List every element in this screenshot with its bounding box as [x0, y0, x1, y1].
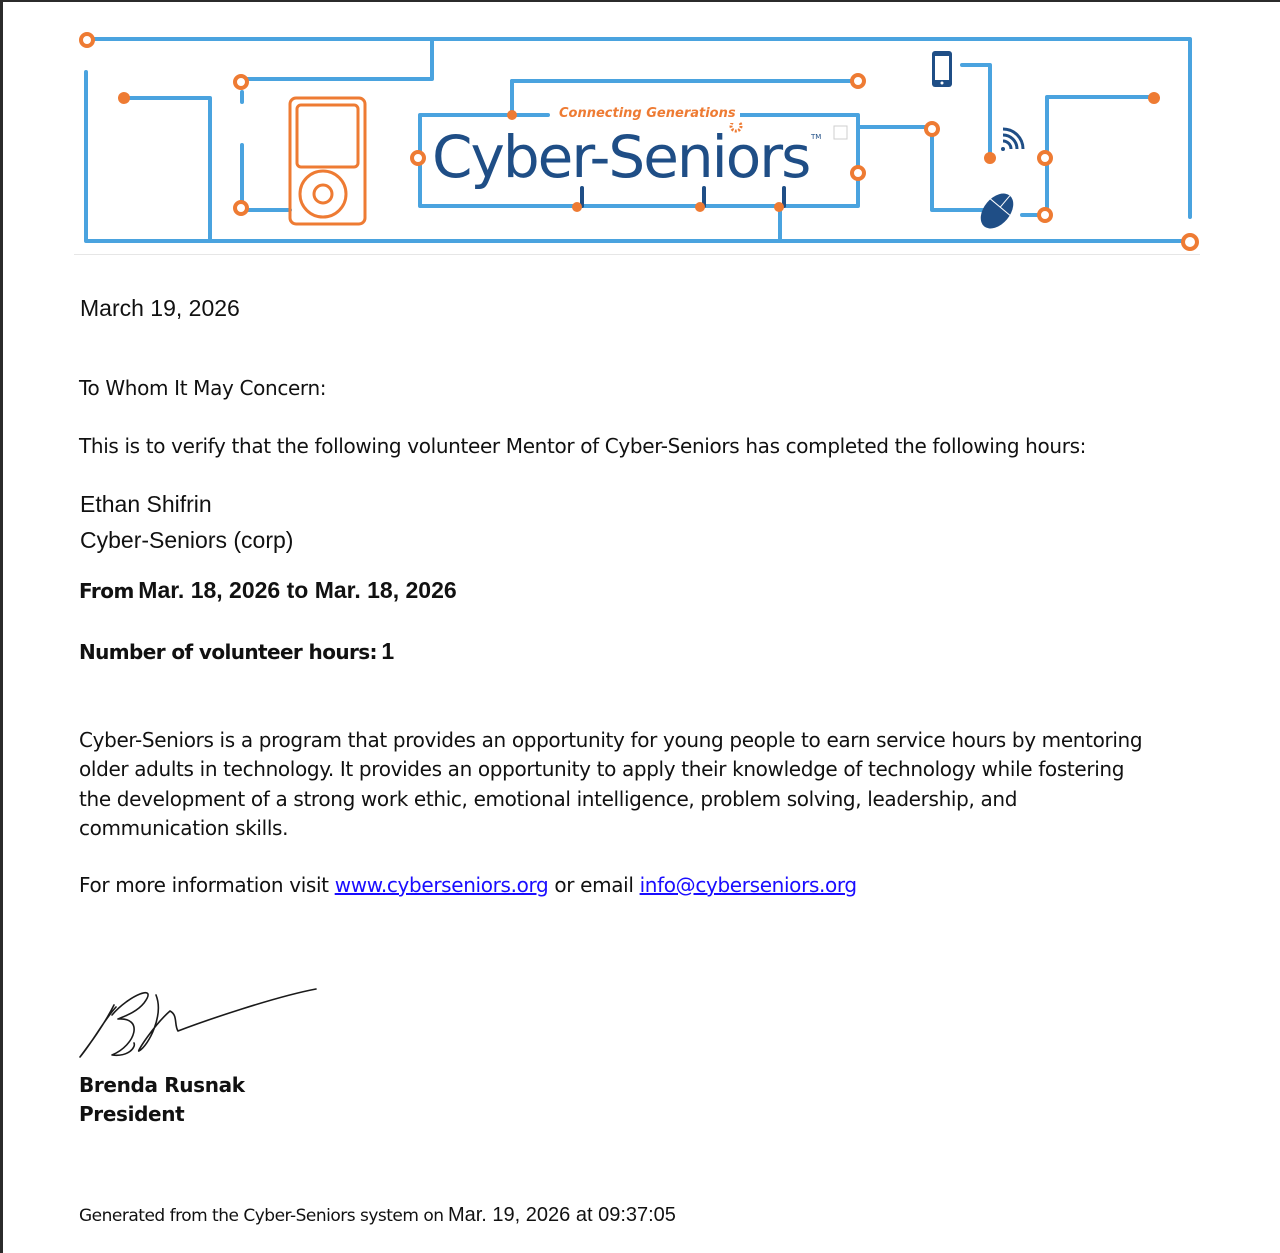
- description-line: older adults in technology. It provides an opportunity to apply their knowledge of technology while fostering: [79, 757, 1125, 782]
- signer-title: President: [79, 1102, 185, 1126]
- service-period-label: From: [79, 579, 134, 603]
- email-link[interactable]: info@cyberseniors.org: [639, 873, 857, 897]
- window-frame-left: [0, 0, 3, 1253]
- brand-tagline: Connecting Generations: [555, 105, 740, 123]
- trademark: TM: [811, 133, 822, 141]
- wifi-icon: [1001, 129, 1023, 151]
- contact-info: [79, 873, 857, 897]
- volunteer-organization: Cyber-Seniors (corp): [80, 527, 294, 553]
- music-player-icon: [290, 98, 365, 224]
- smartphone-icon: [932, 51, 952, 87]
- description-line: communication skills.: [79, 815, 289, 840]
- volunteer-hours: [79, 638, 394, 665]
- contact-info-prefix: For more information visit: [79, 873, 329, 897]
- volunteer-hours-label: Number of volunteer hours:: [79, 640, 377, 664]
- generated-timestamp: Mar. 19, 2026 at 09:37:05: [447, 1204, 676, 1226]
- description-line: the development of a strong work ethic, emotional intelligence, problem solving, leadership, and: [79, 786, 1018, 811]
- handwritten-signature: [74, 985, 324, 1065]
- generated-label: Generated from the Cyber-Seniors system on: [79, 1206, 444, 1226]
- volunteer-name: Ethan Shifrin: [80, 491, 212, 517]
- salutation: To Whom It May Concern:: [79, 376, 327, 400]
- letterhead-divider: [74, 254, 1200, 255]
- contact-info-middle: or email: [554, 873, 634, 897]
- service-period-value: Mar. 18, 2026 to Mar. 18, 2026: [138, 577, 457, 603]
- brand-logo-text: Cyber-Seniors: [432, 123, 810, 191]
- generated-footer: [79, 1204, 676, 1227]
- description-line: Cyber-Seniors is a program that provides an opportunity for young people to earn service hours by mentoring: [79, 728, 1143, 752]
- window-frame-top: [0, 0, 1280, 2]
- letter-date: March 19, 2026: [80, 295, 240, 321]
- website-link[interactable]: www.cyberseniors.org: [334, 873, 549, 897]
- verification-statement: This is to verify that the following volunteer Mentor of Cyber-Seniors has completed the following hours:: [79, 434, 1087, 458]
- program-description: [79, 726, 1209, 843]
- volunteer-hours-value: 1: [381, 638, 395, 664]
- signer-name: Brenda Rusnak: [79, 1073, 245, 1097]
- service-period: [79, 577, 457, 604]
